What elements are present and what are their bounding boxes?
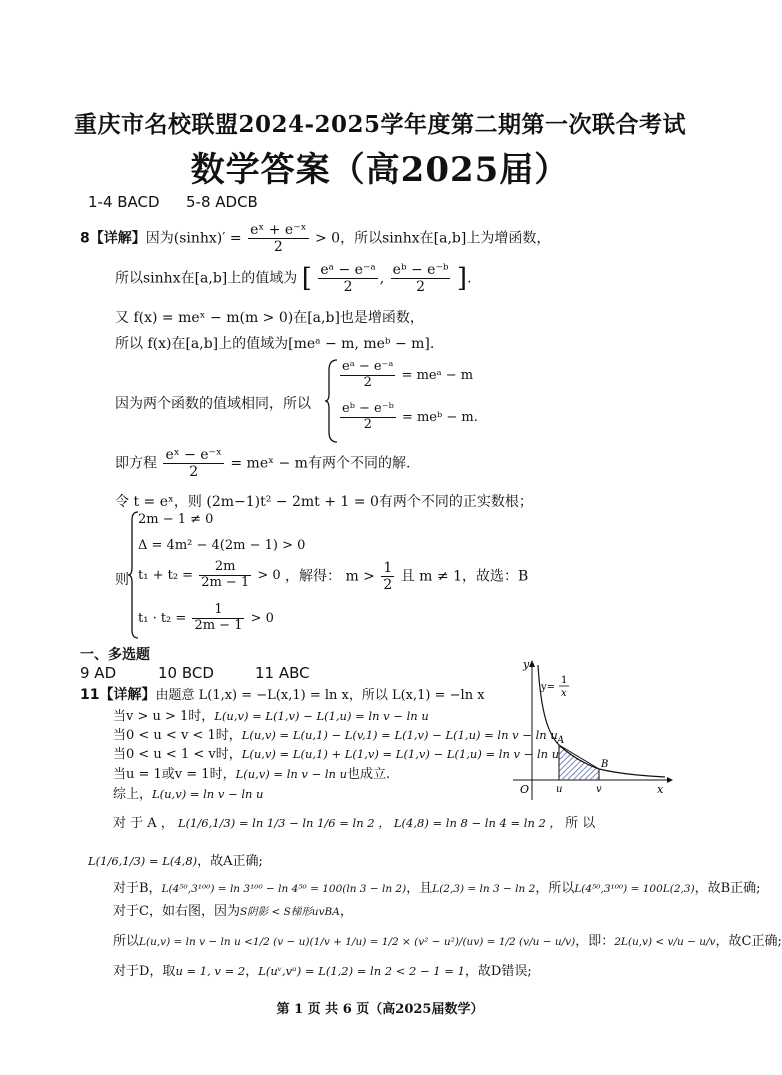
- numerator: eˣ − e⁻ˣ: [165, 447, 222, 463]
- l10-a: 对于C，如右图，因为: [113, 904, 240, 919]
- section-heading: 一、多选题: [80, 647, 150, 663]
- numerator: eᵇ − e⁻ᵇ: [392, 262, 449, 278]
- q8-sys1: [338, 360, 473, 391]
- numerator: eᵃ − e⁻ᵃ: [320, 262, 376, 278]
- l12-b: u = 1, v = 2: [175, 964, 246, 978]
- l12-a: 对于D，取: [113, 964, 176, 979]
- q8-line6-frac: [163, 447, 223, 480]
- cond4-b: > 0: [250, 610, 274, 626]
- q8-line2-a: 所以sinhx在[a,b]上的值域为: [115, 270, 298, 287]
- l11-c: 1/2 (v − u)(1/v + 1/u) = 1/2 × (v² − u²)/(uv) = 1/2 (v/u − u/v): [252, 936, 576, 948]
- l11-b: L(u,v) = ln v − ln u <: [139, 936, 253, 948]
- q11-l1: 由题意 L(1,x) = −L(x,1) = ln x，所以 L(x,1) = −ln x: [155, 688, 485, 703]
- system-brace-1: [325, 358, 339, 444]
- l11-d: ，即：: [575, 934, 615, 949]
- q8-line5: 因为两个函数的值域相同，所以: [115, 396, 311, 412]
- q8-line2: 所以sinhx在[a,b]上的值域为 [ $\frac{\text{eᵃ − e⁻ᵃ}}{2}$ , $\frac{\text{eᵇ − e⁻ᵇ}}{2}$ ].: [115, 262, 472, 296]
- q11-line4: [113, 743, 559, 762]
- q8-line1-b: > 0，所以sinhx在[a,b]上为增函数，: [315, 230, 551, 247]
- l8-b: ，故A正确;: [197, 854, 263, 869]
- numerator: eˣ + e⁻ˣ: [250, 222, 307, 238]
- l7-c: L(4,8) = ln 8 − ln 4 = ln 2 ，: [393, 816, 561, 830]
- l9-e: ，所以: [535, 881, 575, 896]
- sys2-rhs: = meᵇ − m: [401, 409, 474, 425]
- q11-label: 11【详解】: [80, 687, 156, 703]
- q8-line6: [115, 447, 410, 480]
- page-title: 重庆市名校联盟2024-2025学年度第二期第一次联合考试: [73, 111, 687, 138]
- l2-b: L(u,v) = L(1,v) − L(1,u) = ln v − ln u: [214, 709, 429, 723]
- q8-line3: 又 f(x) = meˣ − m(m > 0)在[a,b]也是增函数，: [115, 310, 424, 326]
- l4-a: 当0 < u < 1 < v时，: [113, 747, 242, 762]
- l8-a: L(1/6,1/3) = L(4,8): [88, 854, 198, 868]
- l3-a: 当0 < u < v < 1时，: [113, 728, 242, 743]
- numerator: 2m: [199, 560, 251, 576]
- curve-label: y=: [541, 682, 556, 693]
- answer-11: 11 ABC: [255, 664, 310, 682]
- l11-e: 2L(u,v) < v/u − u/v: [614, 936, 716, 948]
- q11-line12: [113, 960, 532, 979]
- numerator: 1: [192, 603, 244, 619]
- q11-line1: [80, 684, 485, 704]
- l7-b: L(1/6,1/3) = ln 1/3 − ln 1/6 = ln 2 ，: [177, 816, 390, 830]
- l12-e: ，故D错误;: [464, 964, 532, 979]
- denominator: 2: [343, 279, 353, 296]
- answer-9: 9 AD: [80, 664, 117, 682]
- l5-b: L(u,v) = ln v − ln u: [235, 767, 348, 781]
- page-subtitle: 数学答案（高2025届）: [190, 150, 570, 190]
- q11-line11: [113, 930, 782, 949]
- l11-a: 所以: [113, 934, 140, 949]
- l9-b: L(4⁵⁰,3¹⁰⁰) = ln 3¹⁰⁰ − ln 4⁵⁰ = 100(ln 3 − ln 2): [161, 883, 407, 895]
- q8-solve: [285, 560, 528, 593]
- page-footer: 第 1 页 共 6 页（高2025届数学）: [276, 1002, 484, 1017]
- denominator: 2: [363, 416, 373, 432]
- tick-v-label: v: [596, 784, 602, 795]
- solve-b: 且 m ≠ 1，故选：B: [400, 568, 529, 585]
- denominator: 2: [189, 464, 199, 481]
- numerator: eᵃ − e⁻ᵃ: [342, 359, 394, 374]
- q8-cond4: [138, 603, 274, 634]
- q11-line7: [113, 812, 595, 831]
- numerator: 1: [383, 560, 393, 576]
- tick-u-label: u: [556, 784, 563, 795]
- l9-f: L(4⁵⁰,3¹⁰⁰) = 100L(2,3): [574, 883, 695, 895]
- x-axis-label: x: [657, 783, 664, 796]
- bracket-open: [: [301, 263, 312, 294]
- q11-line10: [113, 900, 353, 919]
- curve-label-num: 1: [561, 675, 568, 686]
- reciprocal-graph: [505, 655, 675, 800]
- point-b-label: B: [601, 759, 609, 770]
- denominator: 2m − 1: [194, 617, 243, 633]
- q11-line9: [113, 877, 761, 896]
- origin-label: O: [520, 783, 530, 796]
- l6-b: L(u,v) = ln v − ln u: [152, 787, 264, 801]
- solve-a: ，解得： m >: [285, 568, 375, 585]
- q8-cond3: [138, 560, 281, 591]
- denominator: 2: [383, 577, 393, 594]
- q8-line7: 令 t = eˣ，则 (2m−1)t² − 2mt + 1 = 0有两个不同的正实数根；: [115, 494, 533, 510]
- answers-5-8: 5-8 ADCB: [186, 193, 258, 211]
- curve-label-den: x: [561, 688, 567, 699]
- point-a-label: A: [557, 735, 565, 746]
- denominator: 2m − 1: [201, 574, 250, 590]
- cond3-b: > 0: [257, 567, 281, 583]
- l7-d: 所 以: [565, 816, 596, 831]
- y-axis-arrow: [529, 660, 535, 667]
- l5-c: 也成立.: [347, 767, 391, 782]
- sys1-rhs: = meᵃ − m: [401, 367, 474, 383]
- q8-cond1: 2m − 1 ≠ 0: [138, 512, 214, 527]
- q8-line1: [80, 222, 550, 255]
- q8-line1-a: 因为(sinhx)′ =: [145, 230, 242, 247]
- answers-1-4: 1-4 BACD: [88, 193, 160, 211]
- q11-line6: [113, 783, 263, 802]
- bracket-close: ]: [456, 263, 468, 294]
- denominator: 2: [273, 239, 283, 256]
- l5-a: 当u = 1或v = 1时，: [113, 767, 236, 782]
- l11-f: ，故C正确;: [715, 934, 782, 949]
- l9-a: 对于B，: [113, 881, 162, 896]
- q8-label: 8【详解】: [80, 230, 146, 247]
- q11-line2: [113, 705, 429, 724]
- l12-c: ，: [245, 964, 259, 979]
- numerator: eᵇ − e⁻ᵇ: [342, 401, 394, 416]
- denominator: 2: [416, 279, 426, 296]
- l7-a: 对 于 A ，: [113, 816, 174, 831]
- x-axis-arrow: [667, 777, 673, 783]
- l10-b: S阴影 < S梯形uvBA: [239, 906, 340, 918]
- y-axis-label: y: [523, 658, 530, 671]
- q8-then: 则: [115, 572, 129, 588]
- l4-b: L(u,v) = L(u,1) + L(1,v) = L(1,v) − L(1,u) = ln v − ln u: [241, 747, 560, 761]
- l3-b: L(u,v) = L(u,1) − L(v,1) = L(1,v) − L(1,u) = ln v − ln u: [241, 728, 558, 742]
- l2-a: 当v > u > 1时，: [113, 709, 215, 724]
- cond3-a: t₁ + t₂ =: [138, 567, 194, 583]
- q8-line1-fraction: [248, 222, 308, 255]
- q8-cond2: Δ = 4m² − 4(2m − 1) > 0: [138, 538, 306, 553]
- q8-line2-frac2: [391, 262, 451, 295]
- q11-line5: [113, 763, 390, 782]
- cond4-a: t₁ · t₂ =: [138, 610, 187, 626]
- q8-line6-b: = meˣ − m有两个不同的解.: [230, 455, 411, 472]
- q8-line2-frac1: [318, 262, 377, 295]
- denominator: 2: [363, 374, 372, 390]
- l12-d: L(uᵛ,vᵘ) = L(1,2) = ln 2 < 2 − 1 = 1: [258, 964, 465, 978]
- l9-g: ，故B正确;: [694, 881, 761, 896]
- l9-d: L(2,3) = ln 3 − ln 2: [432, 883, 536, 895]
- l9-c: ，且: [406, 881, 433, 896]
- l6-a: 综上，: [113, 787, 153, 802]
- q8-line4: 所以 f(x)在[a,b]上的值域为[meᵃ − m, meᵇ − m].: [115, 336, 435, 352]
- q11-line3: [113, 724, 558, 743]
- q11-line8: [88, 850, 263, 869]
- q8-sys2: $\frac{\text{eᵇ − e⁻ᵇ}}{2}$ = meᵇ − m.: [342, 401, 478, 432]
- answer-10: 10 BCD: [158, 664, 214, 682]
- l10-c: ，: [339, 904, 353, 919]
- q8-line6-a: 即方程: [115, 455, 157, 472]
